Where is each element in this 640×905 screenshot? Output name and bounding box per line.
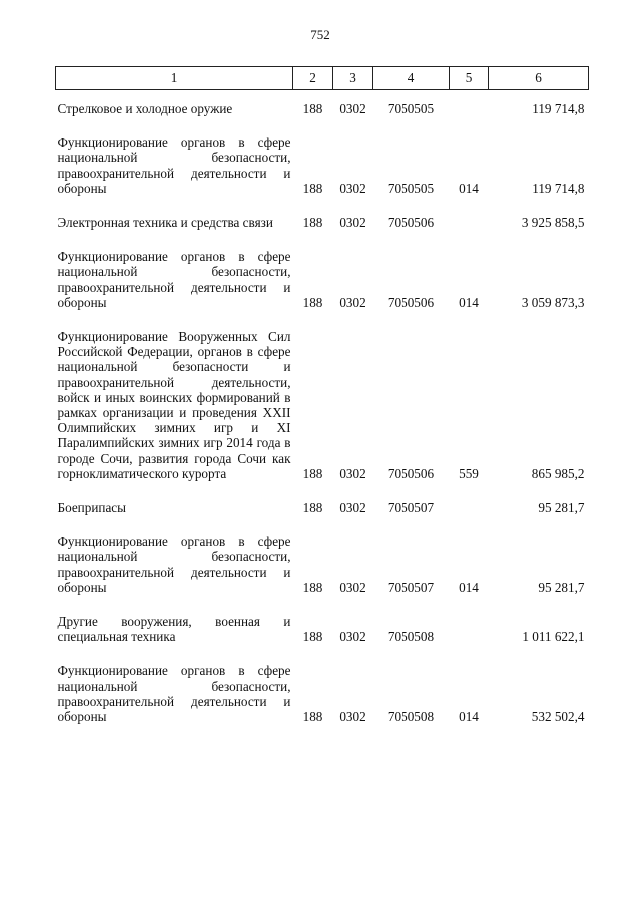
row-section-code: 0302	[339, 629, 366, 645]
row-section-code: 0302	[339, 579, 366, 595]
header-col-4: 4	[373, 67, 450, 90]
table-row	[56, 515, 589, 595]
row-type-code: 014	[459, 709, 479, 725]
table-row	[56, 116, 589, 196]
row-article-code: 7050508	[387, 629, 435, 645]
row-admin-code: 188	[302, 579, 323, 595]
header-row	[56, 67, 589, 90]
row-article-code: 7050506	[387, 215, 435, 231]
row-section-code: 0302	[339, 180, 366, 196]
row-section-code: 0302	[339, 101, 366, 116]
row-name: Функционирование Вооруженных Сил Российской Федерации, органов в сфере национальной безопасности и правоохранительной деятельности, войск и иных воинских формирований в рамках организации и проведения XXII Олимпийских зимних игр и XI Паралимпийских зимних игр 2014 года в городе Сочи, развития города Сочи как горноклиматического курорта	[57, 329, 291, 481]
row-name: Функционирование органов в сфере национальной безопасности, правоохранительной деятельности и обороны	[57, 534, 291, 595]
header-col-5: 5	[450, 67, 489, 90]
row-name: Функционирование органов в сфере национальной безопасности, правоохранительной деятельности и обороны	[57, 663, 291, 725]
row-name: Функционирование органов в сфере национальной безопасности, правоохранительной деятельности и обороны	[57, 135, 291, 196]
row-type-code	[450, 196, 489, 230]
table-row	[56, 310, 589, 481]
row-type-code: 014	[459, 180, 479, 196]
row-section-code: 0302	[339, 500, 366, 516]
row-type-code	[450, 90, 489, 117]
row-amount: 1 011 622,1	[522, 629, 585, 645]
row-admin-code: 188	[302, 180, 323, 196]
row-type-code	[450, 481, 489, 515]
row-admin-code: 188	[302, 629, 323, 645]
row-article-code: 7050505	[387, 180, 435, 196]
row-name: Другие вооружения, военная и специальная техника	[57, 614, 291, 645]
row-amount: 3 059 873,3	[521, 294, 585, 310]
header-col-1: 1	[56, 67, 293, 90]
row-article-code: 7050506	[387, 465, 435, 481]
budget-table	[55, 66, 589, 724]
row-article-code: 7050507	[387, 579, 435, 595]
row-article-code: 7050508	[387, 709, 435, 725]
row-section-code: 0302	[339, 709, 366, 725]
row-name: Боеприпасы	[57, 500, 127, 516]
table-row	[56, 90, 589, 117]
row-admin-code: 188	[302, 101, 323, 116]
table-row	[56, 230, 589, 310]
row-admin-code: 188	[302, 294, 323, 310]
row-section-code: 0302	[339, 294, 366, 310]
row-amount: 119 714,8	[532, 101, 585, 116]
row-amount: 95 281,7	[538, 500, 585, 516]
header-col-2: 2	[293, 67, 333, 90]
row-article-code: 7050506	[387, 294, 435, 310]
row-section-code: 0302	[339, 465, 366, 481]
row-article-code: 7050505	[387, 101, 435, 116]
row-admin-code: 188	[302, 709, 323, 725]
table-row	[56, 196, 589, 230]
row-admin-code: 188	[302, 500, 323, 516]
row-name: Стрелковое и холодное оружие	[57, 101, 233, 116]
row-name: Функционирование органов в сфере национальной безопасности, правоохранительной деятельности и обороны	[57, 249, 291, 310]
page-number: 752	[310, 27, 330, 42]
header-col-6: 6	[489, 67, 589, 90]
row-type-code	[450, 595, 489, 644]
row-section-code: 0302	[339, 215, 366, 231]
table-row	[56, 481, 589, 515]
row-amount: 532 502,4	[531, 709, 585, 725]
header-col-3: 3	[333, 67, 373, 90]
row-article-code: 7050507	[387, 500, 435, 516]
row-amount: 95 281,7	[538, 579, 585, 595]
row-type-code: 014	[459, 579, 479, 595]
table-row	[56, 644, 589, 724]
row-admin-code: 188	[302, 215, 323, 231]
table-row	[56, 595, 589, 644]
row-amount: 865 985,2	[531, 465, 585, 481]
row-admin-code: 188	[302, 465, 323, 481]
row-amount: 3 925 858,5	[521, 215, 585, 231]
row-type-code: 014	[459, 294, 479, 310]
row-amount: 119 714,8	[532, 180, 585, 196]
row-type-code: 559	[459, 465, 479, 481]
row-name: Электронная техника и средства связи	[57, 215, 273, 231]
